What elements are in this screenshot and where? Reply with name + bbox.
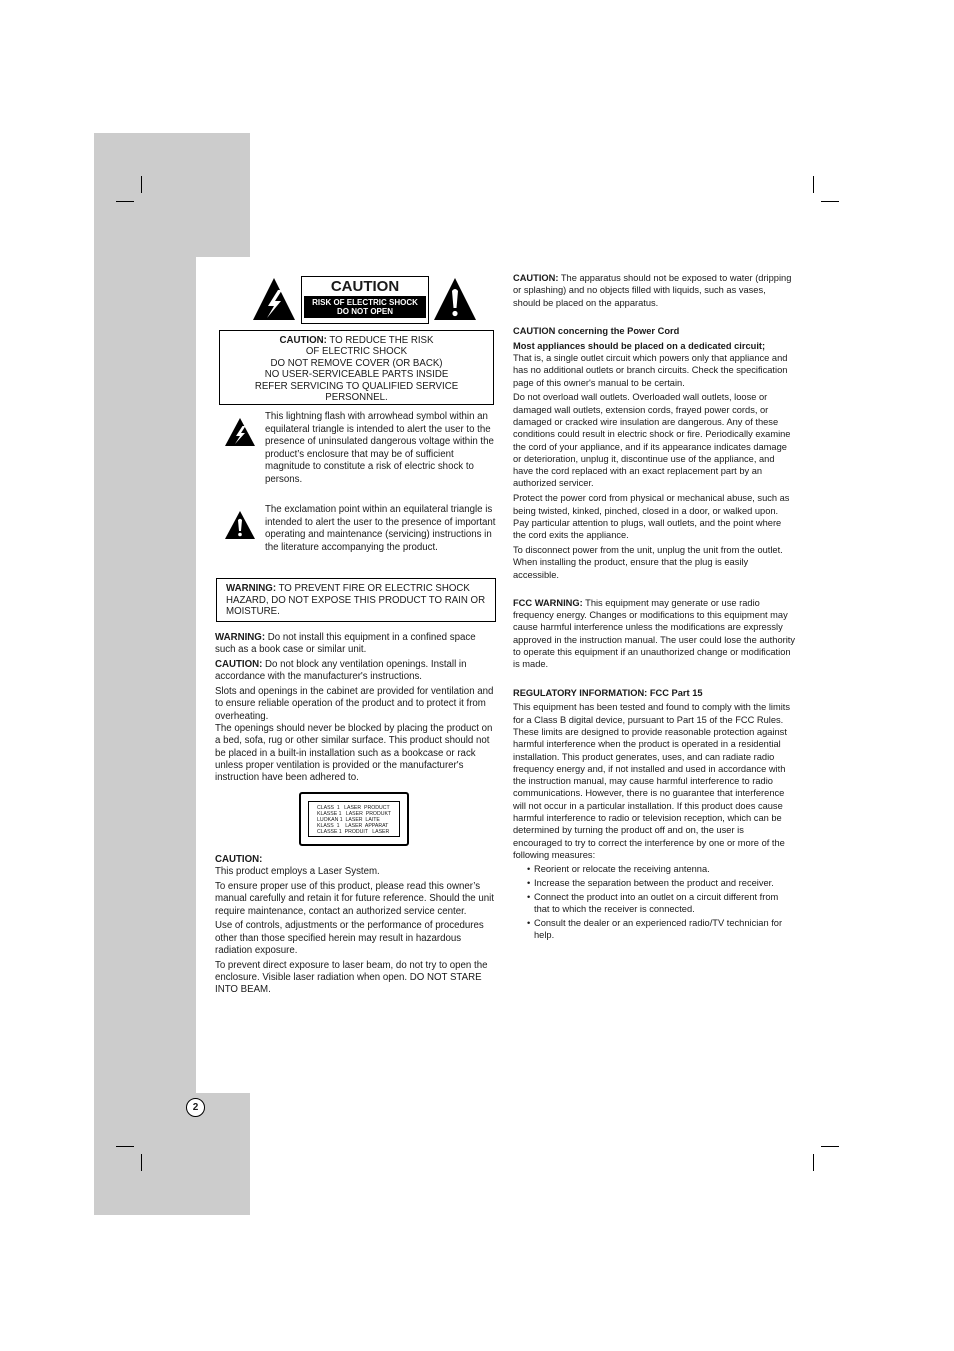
power-cord-p3: Protect the power cord from physical or mechanical abuse, such as being twisted, kinked, pinched, closed in a door, or walked upon. Pay particular attention to plugs, wall outlets, and the point where the cord exits the appliance. [513,493,790,541]
left-column [215,632,495,785]
laser-caution-p1: This product employs a Laser System. [215,866,380,878]
caution-water-text: The apparatus should not be exposed to water (dripping or splashing) and no objects filled with liquids, such as vases, should be placed on the apparatus. [513,273,792,308]
warning-box-lead: WARNING: [226,583,277,594]
list-item: • Connect the product into an outlet on a circuit different from that to which the receiver is connected. [527,891,795,916]
openings-paragraph: The openings should never be blocked by placing the product on a bed, sofa, rug or other similar surface. This product should not be placed in a built-in installation such as a bookcase or rack unless proper ventilation is provided or the manufacturer's instruction have been adhered to. [215,723,493,784]
caution-water-lead: CAUTION: [513,273,559,283]
caution-sub-line2: DO NOT OPEN [336,307,393,316]
caution-box-lead: CAUTION: [279,335,327,346]
caution-label [301,276,429,324]
crop-mark [813,176,814,193]
warning-lead: WARNING: [215,632,266,643]
crop-mark [813,1154,814,1171]
crop-mark [141,1154,142,1171]
warning-confined-space [215,632,495,657]
warning-box [216,578,496,622]
laser-label-text: CLASS 1 LASER PRODUCT KLASSE 1 LASER PRODUKT LUOKAN 1 LASER LAITE KLASS 1 LASER APPARAT CLASSE 1 PRODUIT LASER [308,801,400,837]
margin-band-bottom [94,1093,250,1215]
right-column [513,272,795,943]
caution-box-line6: PERSONNEL. [325,392,388,404]
caution-sub-line1: RISK OF ELECTRIC SHOCK [312,298,418,307]
crop-mark [821,201,839,202]
caution-box-line3: DO NOT REMOVE COVER (OR BACK) [270,357,443,369]
caution-box-line5: REFER SERVICING TO QUALIFIED SERVICE [254,380,459,392]
crop-mark [821,1146,839,1147]
caution-box-line4: NO USER-SERVICEABLE PARTS INSIDE [264,369,449,381]
caution-box-line1: TO REDUCE THE RISK [326,335,434,346]
crop-mark [141,176,142,193]
power-cord-heading: CAUTION concerning the Power Cord [513,325,680,336]
warning-box-text: TO PREVENT FIRE OR ELECTRIC SHOCK HAZARD, DO NOT EXPOSE THIS PRODUCT TO RAIN OR MOISTURE. [226,583,486,618]
measures-list [527,863,795,941]
laser-caution-section [215,854,495,997]
margin-band-top [94,133,250,257]
regulatory-heading: REGULATORY INFORMATION: FCC Part 15 [513,687,703,698]
caution-notice-box [219,330,494,405]
list-item: • Reorient or relocate the receiving antenna. [527,863,795,875]
crop-mark [116,201,134,202]
exclamation-text: The exclamation point within an equilateral triangle is intended to alert the user to the presence of important operating and maintenance (servicing) instructions in the literature accompanying the product. [265,504,496,553]
page-number: 2 [186,1098,205,1117]
caution-ventilation [215,659,495,684]
crop-mark [116,1146,134,1147]
laser-caution-heading: CAUTION: [215,854,263,865]
laser-caution-p2: To ensure proper use of this product, please read this owner’s manual carefully and retain it for future reference. Should the unit require maintenance, contact an authorized service center. [215,881,494,917]
lightning-warning-icon [251,276,297,322]
warning-text: Do not install this equipment in a confined space such as a book case or similar unit. [215,632,476,656]
laser-class-label [299,792,409,846]
exclamation-warning-icon [432,276,478,322]
list-item: • Consult the dealer or an experienced radio/TV technician for help. [527,917,795,942]
slots-paragraph: Slots and openings in the cabinet are provided for ventilation and to ensure reliable operation of the product and to protect it from overheating. [215,686,494,722]
power-cord-subheading: Most appliances should be placed on a dedicated circuit; [513,340,766,351]
fcc-warning-lead: FCC WARNING: [513,597,583,608]
laser-caution-p3: Use of controls, adjustments or the performance of procedures other than those specified herein may result in hazardous radiation exposure. [215,920,484,957]
caution-title: CAUTION [330,278,400,295]
caution-lead: CAUTION: [215,659,263,671]
power-cord-p1: That is, a single outlet circuit which powers only that appliance and has no additional outlets or branch circuits. Check the specification page of this owner's manual to be certain. [513,352,788,388]
caution-box-line2: OF ELECTRIC SHOCK [305,346,408,358]
regulatory-text: This equipment has been tested and found to comply with the limits for a Class B digital device, pursuant to Part 15 of the FCC Rules. These limits are designed to provide reasonable protection against harmful interference when the product is operated in a residential installation. This product generates, uses, and can radiate radio frequency energy and, if not installed and used in accordance with the instruction manual, may cause harmful interference to radio communications. However, there is no guarantee that interference will not occur in a particular installation. If this product does cause harmful interference to radio or television reception, which can be determined by turning the product off and on, the user is encouraged to try to correct the interference by one or more of the following measures: [513,702,790,860]
caution-water [513,272,795,309]
power-cord-p4: To disconnect power from the unit, unplug the unit from the outlet. When installing the product, ensure that the plug is easily accessible. [513,544,783,580]
caution-subtitle [304,296,426,318]
lightning-text: This lightning flash with arrowhead symbol within an equilateral triangle is intended to alert the user to the presence of uninsulated dangerous voltage within the product’s enclosure that may be of sufficient magnitude to constitute a risk of electric shock to persons. [265,411,494,485]
fcc-warning [513,597,795,671]
lightning-icon [224,417,256,447]
fcc-warning-text: This equipment may generate or use radio frequency energy. Changes or modifications to this equipment may cause harmful interference unless the modifications are expressly approved in the instruction manual. The user could lose the authority to operate this equipment if an unauthorized change or modification is made. [513,597,796,670]
laser-caution-p4: To prevent direct exposure to laser beam, do not try to open the enclosure. Visible laser radiation when open. DO NOT STARE INTO BEAM. [215,959,488,996]
caution-text: Do not block any ventilation openings. Install in accordance with the manufacturer's instructions. [215,659,467,683]
exclamation-icon [224,510,256,540]
list-item: • Increase the separation between the product and receiver. [527,877,795,889]
power-cord-p2: Do not overload wall outlets. Overloaded wall outlets, loose or damaged wall outlets, extension cords, frayed power cords, or damaged or cracked wire insulation are dangerous. Any of these conditions could result in electric shock or fire. Periodically examine the cord of your appliance, and if its appearance indicates damage or deterioration, unplug it, discontinue use of the appliance, and have the cord replaced with an exact replacement part by an authorized servicer. [513,392,791,489]
margin-band-side [94,257,196,1093]
